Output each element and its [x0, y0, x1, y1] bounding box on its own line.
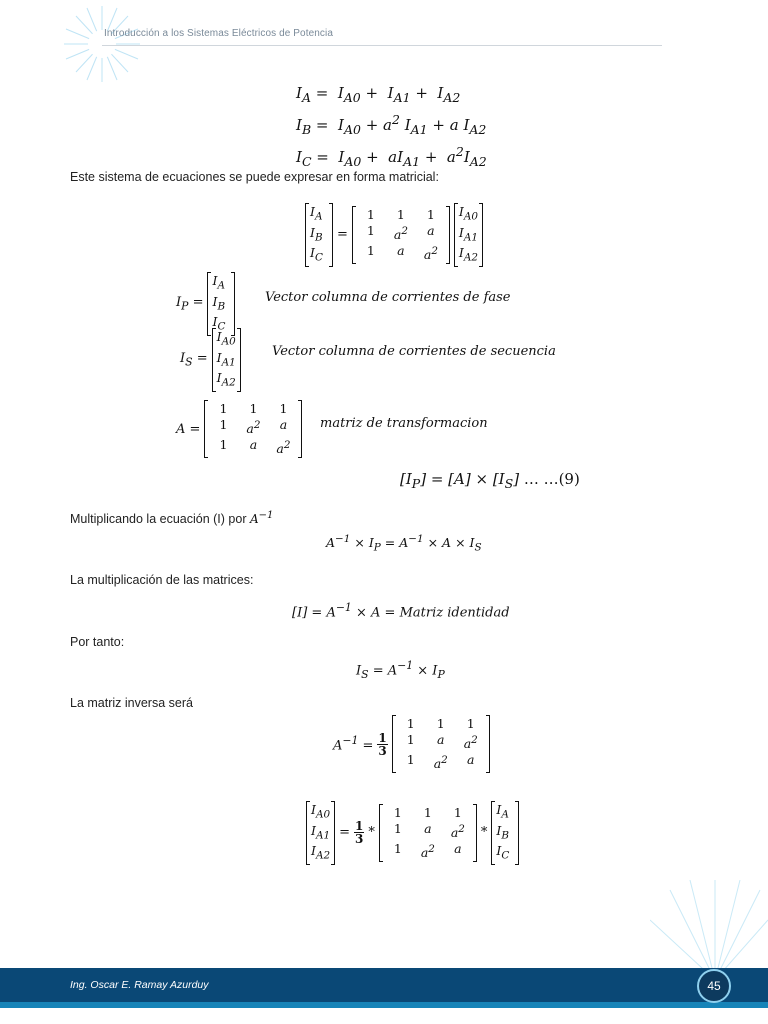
header-rule — [102, 45, 662, 46]
matrix-iseq: $I_{A0}$ $I_{A1}$ $I_{A2}$ — [454, 203, 483, 267]
footer-accent — [0, 1002, 768, 1008]
equation-system — [296, 82, 487, 173]
equation-ia: $I_A = I_{A0} + I_{A1} + I_{A2}$ — [296, 84, 461, 105]
equation-is-result: $I_S = A^{-1} \times I_P$ — [356, 659, 445, 681]
matrix-equation: $I_A$ $I_B$ $I_C$ = 1 1 1 1 $a^2$ a 1 a $a^2$ $I_{A0}$ $I_{A1}$ $I_{A2}$ — [305, 203, 483, 267]
vector-secuencia-label: Vector columna de corrientes de secuencia — [272, 344, 556, 359]
header-decoration-icon — [62, 4, 142, 84]
equation-9: $[I_P] = [A] \times [I_S]$ … …(9) — [400, 470, 580, 491]
matrix-iabc: $I_A$ $I_B$ $I_C$ — [305, 203, 333, 267]
paragraph-matriz-inversa: La matriz inversa será — [70, 696, 193, 710]
paragraph-multiplicando: Multiplicando la ecuación (I) por $A^{-1}$ — [70, 510, 274, 526]
paragraph-por-tanto: Por tanto: — [70, 635, 125, 649]
a-definition: A = 1 1 1 1 $a^2$ a 1 a $a^2$ — [176, 400, 302, 458]
footer-author: Ing. Oscar E. Ramay Azurduy — [70, 979, 209, 991]
inverse-matrix-equation: $A^{-1}$ = $\frac{1}{3}$ 1 1 1 1 a $a^2$ 1 $a^2$ a — [333, 715, 490, 773]
equation-ib: $I_B = I_{A0} + a^2$ $I_{A1} + a$ $I_{A2}$ — [296, 112, 487, 137]
identity-label: Matriz identidad — [399, 605, 510, 621]
paragraph-multiplicando-text: Multiplicando la ecuación (I) por — [70, 512, 247, 526]
equation-inverse-product: $A^{-1} \times I_P = A^{-1} \times A \times I_S$ — [326, 533, 482, 554]
ip-definition: $I_P$ = $I_A$ $I_B$ $I_C$ — [176, 272, 235, 336]
final-equation: $I_{A0}$ $I_{A1}$ $I_{A2}$ = $\frac{1}{3}$ * 1 1 1 1 a $a^2$ 1 $a^2$ a * $I_A$ $I_B$ $I_C$ — [306, 801, 519, 865]
matriz-transformacion-label: matriz de transformacion — [320, 416, 488, 431]
paragraph-matricial: Este sistema de ecuaciones se puede expresar en forma matricial: — [70, 170, 439, 184]
vector-fase-label: Vector columna de corrientes de fase — [265, 290, 511, 305]
equation-9-suffix: … …(9) — [523, 470, 580, 488]
is-definition: $I_S$ = $I_{A0}$ $I_{A1}$ $I_{A2}$ — [180, 328, 241, 392]
matrix-a: 1 1 1 1 $a^2$ a 1 a $a^2$ — [352, 206, 450, 264]
paragraph-multiplicacion: La multiplicación de las matrices: — [70, 573, 254, 587]
page-number: 45 — [697, 969, 731, 1003]
equation-identity: $[I] = A^{-1} \times A$ = Matriz identidad — [292, 601, 510, 621]
equation-ic: $I_C = I_{A0} + aI_{A1} + a^2I_{A2}$ — [296, 144, 487, 169]
header-title: Introducción a los Sistemas Eléctricos de Potencia — [104, 28, 333, 39]
footer-decoration-icon — [650, 880, 768, 970]
